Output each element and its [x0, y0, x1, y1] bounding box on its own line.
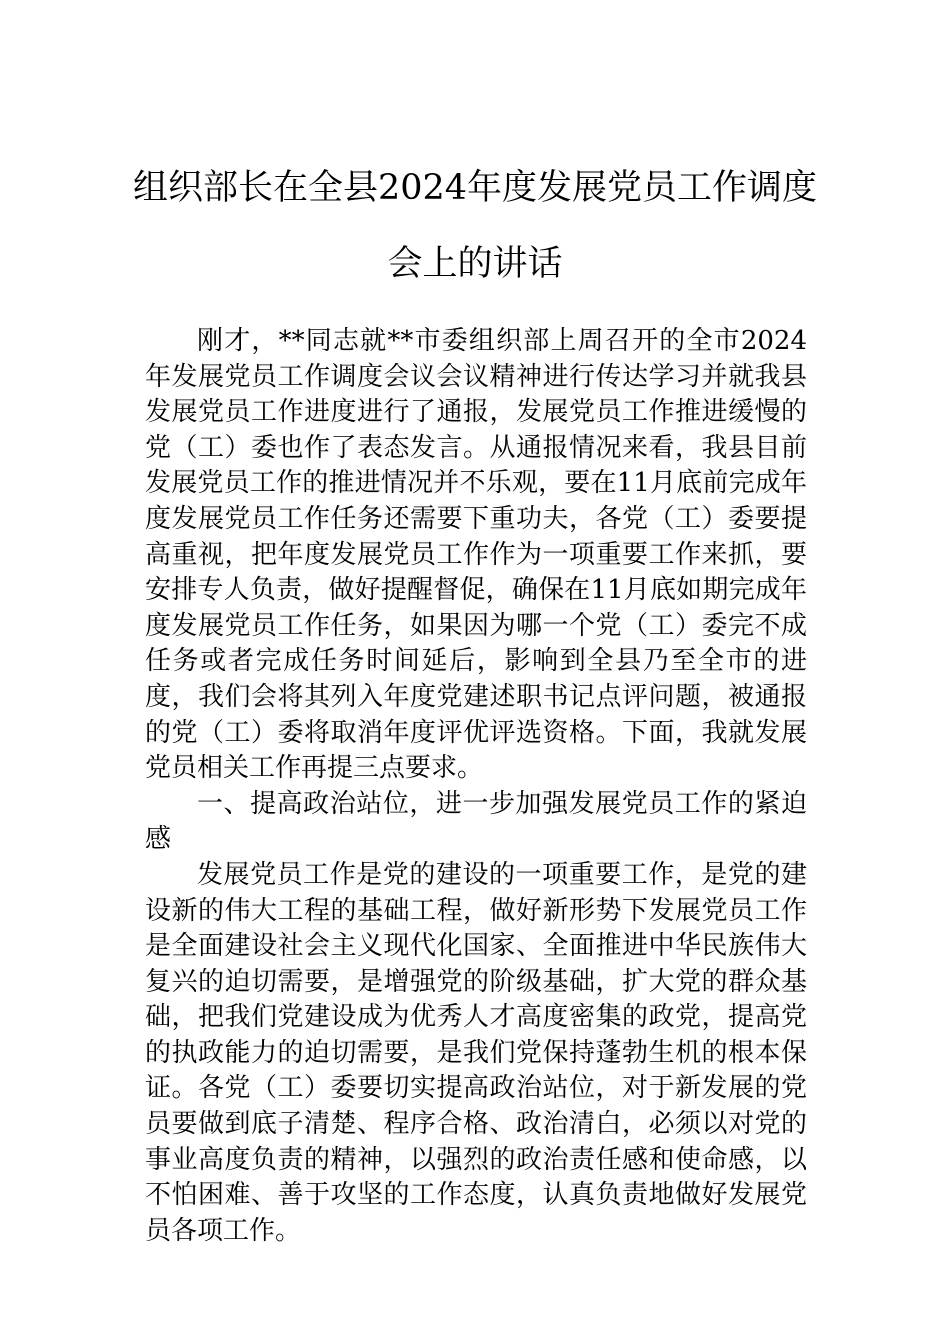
paragraph-intro: 刚才，**同志就**市委组织部上周召开的全市2024年发展党员工作调度会议会议精神进行传达学习并就我县发展党员工作进度进行了通报，发展党员工作推进缓慢的党（工）委也作了表态发言。从通报情况来看，我县目前发展党员工作的推进情况并不乐观，要在11月底前完成年度发展党员工作任务还需要下重功夫，各党（工）委要提高重视，把年度发展党员工作作为一项重要工作来抓，要安排专人负责，做好提醒督促，确保在11月底如期完成年度发展党员工作任务，如果因为哪一个党（工）委完不成任务或者完成任务时间延后，影响到全县乃至全市的进度，我们会将其列入年度党建述职书记点评问题，被通报的党（工）委将取消年度评优评选资格。下面，我就发展党员相关工作再提三点要求。: [145, 326, 807, 784]
section-heading-1: 一、提高政治站位，进一步加强发展党员工作的紧迫感: [145, 788, 807, 855]
document-body: [145, 324, 807, 1249]
document-title: 组织部长在全县2024年度发展党员工作调度会上的讲话: [132, 168, 818, 284]
paragraph-section-1: 发展党员工作是党的建设的一项重要工作，是党的建设新的伟大工程的基础工程，做好新形势下发展党员工作是全面建设社会主义现代化国家、全面推进中华民族伟大复兴的迫切需要，是增强党的阶级基础，扩大党的群众基础，把我们党建设成为优秀人才高度密集的政党，提高党的执政能力的迫切需要，是我们党保持蓬勃生机的根本保证。各党（工）委要切实提高政治站位，对于新发展的党员要做到底子清楚、程序合格、政治清白，必须以对党的事业高度负责的精神，以强烈的政治责任感和使命感，以不怕困难、善于攻坚的工作态度，认真负责地做好发展党员各项工作。: [145, 859, 807, 1246]
